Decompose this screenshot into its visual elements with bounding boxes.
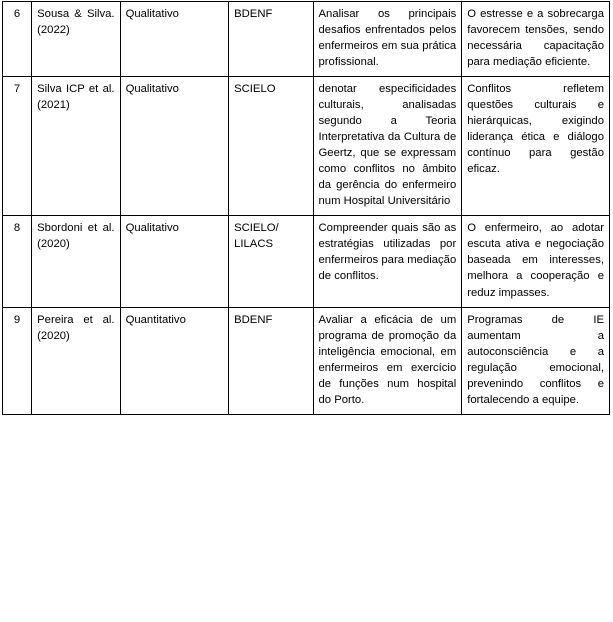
row-number: 7 [3,77,32,216]
table-row [3,2,610,77]
document-page [0,1,613,622]
row-database: SCIELO [229,77,313,216]
row-number: 9 [3,307,32,414]
row-approach: Qualitativo [120,77,229,216]
row-results: Conflitos refletem questões culturais e hierárquicas, exigindo liderança ética e diálogo contínuo para gestão eficaz. [462,77,610,216]
row-results: O estresse e a sobrecarga favorecem tensões, sendo necessária capacitação para mediação eficiente. [462,2,610,77]
row-database: BDENF [229,2,313,77]
row-objective: denotar especificidades culturais, analisadas segundo a Teoria Interpretativa da Cultura de Geertz, que se expressam como conflitos no âmbito da gerência do enfermeiro num Hospital Universitário [313,77,462,216]
row-results: Programas de IE aumentam a autoconsciência e a regulação emocional, prevenindo conflitos e fortalecendo a equipe. [462,307,610,414]
row-objective: Analisar os principais desafios enfrentados pelos enfermeiros em sua prática profissional. [313,2,462,77]
row-objective: Compreender quais são as estratégias utilizadas por enfermeiros para mediação de conflitos. [313,216,462,307]
row-number: 8 [3,216,32,307]
row-author: Pereira et al. (2020) [32,307,120,414]
row-approach: Quantitativo [120,307,229,414]
row-author: Sousa & Silva. (2022) [32,2,120,77]
row-database: BDENF [229,307,313,414]
row-author: Silva ICP et al. (2021) [32,77,120,216]
row-results: O enfermeiro, ao adotar escuta ativa e negociação baseada em interesses, melhora a cooperação e reduz impasses. [462,216,610,307]
table-row [3,77,610,216]
table-row [3,307,610,414]
row-database: SCIELO/ LILACS [229,216,313,307]
study-review-table [2,1,610,415]
row-objective: Avaliar a eficácia de um programa de promoção da inteligência emocional, em enfermeiros em exercício de funções num hospital do Porto. [313,307,462,414]
table-row [3,216,610,307]
row-approach: Qualitativo [120,216,229,307]
row-approach: Qualitativo [120,2,229,77]
row-author: Sbordoni et al. (2020) [32,216,120,307]
row-number: 6 [3,2,32,77]
